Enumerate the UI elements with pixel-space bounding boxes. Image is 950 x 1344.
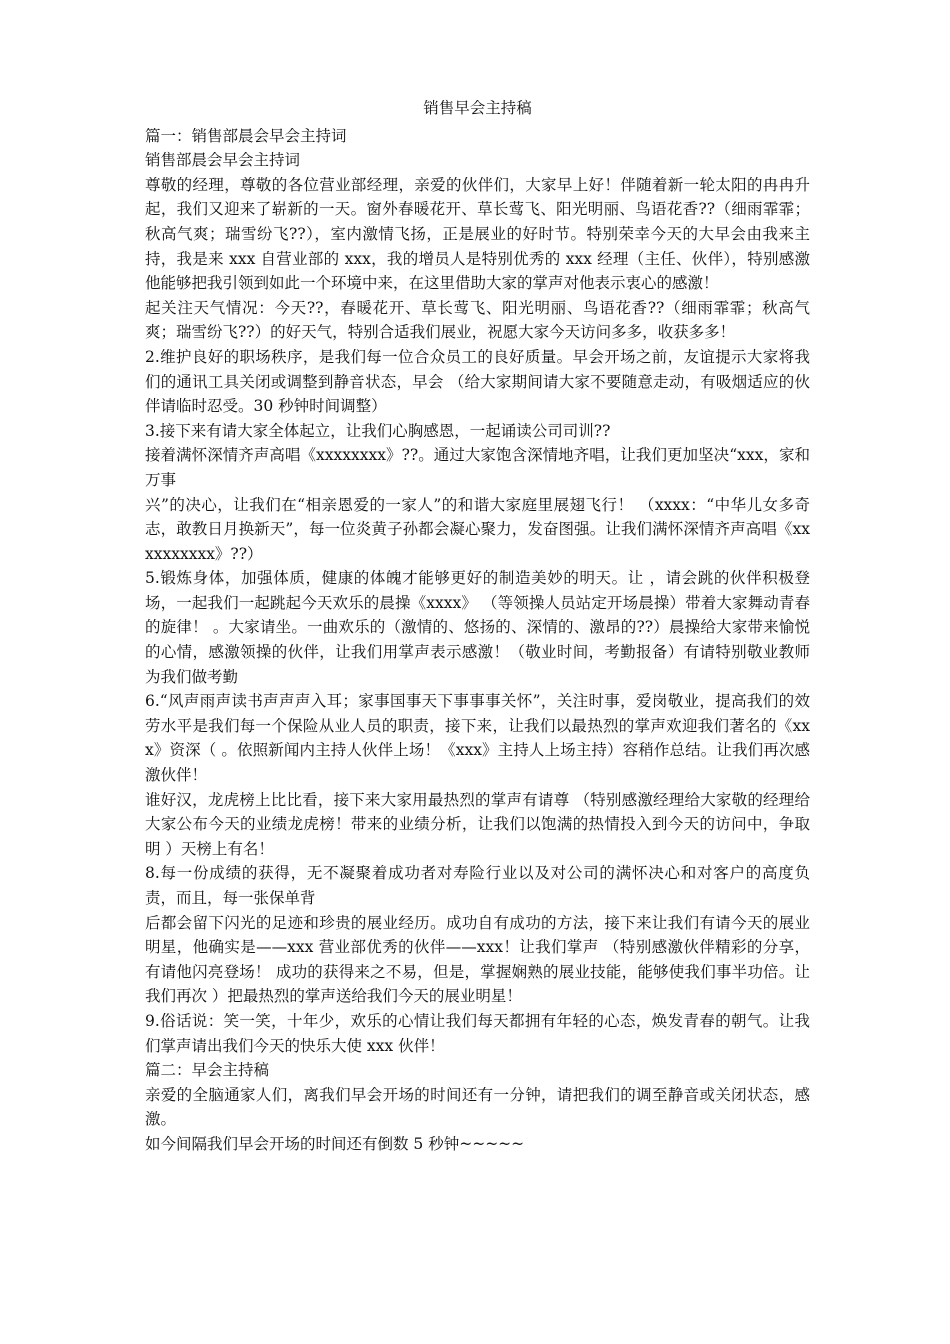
- section-heading-1: 篇一：销售部晨会早会主持词: [145, 126, 347, 145]
- document-page: [145, 96, 810, 1157]
- paragraph-opening: 尊敬的经理，尊敬的各位营业部经理，亲爱的伙伴们，大家早上好！伴随着新一轮太阳的冉冉升起，我们又迎来了崭新的一天。窗外春暖花开、草长莺飞、阳光明丽、鸟语花香??（细雨霏霏；秋高气爽；瑞雪纷飞??），室内激情飞扬，正是展业的好时节。特别荣幸今天的大早会由我来主持，我是来 xxx 自营业部的 xxx，我的增员人是特别优秀的 xxx 经理（主任、伙伴），特别感激他能够把我引领到如此一个环境中来，在这里借助大家的掌声对他表示衷心的感激！: [145, 175, 810, 293]
- paragraph-star: 后都会留下闪光的足迹和珍贵的展业经历。成功自有成功的方法，接下来让我们有请今天的展业明星，他确实是——xxx 营业部优秀的伙伴——xxx！让我们掌声 （特别感激伙伴精彩的分享，有请他闪亮登场！ 成功的获得来之不易，但是，掌握娴熟的展业技能，能够使我们事半功倍。让我们再次 ）把最热烈的掌声送给我们今天的展业明星！: [145, 913, 810, 1006]
- paragraph-item-6: 6.“风声雨声读书声声声入耳；家事国事天下事事事关怀”，关注时事，爱岗敬业，提高我们的效劳水平是我们每一个保险从业人员的职责，接下来，让我们以最热烈的掌声欢迎我们著名的《xxx》资深（ 。依照新闻内主持人伙伴上场！《xxx》主持人上场主持）容稍作总结。让我们再次感激伙伴！: [145, 692, 810, 785]
- paragraph-weather: 起关注天气情况：今天??，春暖花开、草长莺飞、阳光明丽、鸟语花香??（细雨霏霏；秋高气爽；瑞雪纷飞??）的好天气，特别合适我们展业，祝愿大家今天访问多多，收获多多！: [145, 298, 810, 342]
- paragraph-song: 接着满怀深情齐声高唱《xxxxxxxx》??。通过大家饱含深情地齐唱，让我们更加坚决“xxx，家和万事: [145, 446, 810, 489]
- paragraph-ranking: 谁好汉，龙虎榜上比比看，接下来大家用最热烈的掌声有请尊 （特别感激经理给大家敬的经理给大家公布今天的业绩龙虎榜！带来的业绩分析，让我们以饱满的热情投入到今天的访问中，争取明 ）天榜上有名！: [145, 790, 810, 858]
- subheading: 销售部晨会早会主持词: [145, 151, 301, 170]
- paragraph-countdown: 如今间隔我们早会开场的时间还有倒数 5 秒钟~~~~~: [145, 1134, 525, 1153]
- paragraph-item-2: 2.维护良好的职场秩序，是我们每一位合众员工的良好质量。早会开场之前，友谊提示大家将我们的通讯工具关闭或调整到静音状态，早会 （给大家期间请大家不要随意走动，有吸烟适应的伙伴请临时忍受。30 秒钟时间调整）: [145, 347, 810, 416]
- paragraph-intro-2: 亲爱的全脑通家人们，离我们早会开场的时间还有一分钟，请把我们的调至静音或关闭状态，感激。: [145, 1085, 810, 1129]
- paragraph-song-cont: 兴”的决心，让我们在“相亲恩爱的一家人”的和谐大家庭里展翅飞行！ （xxxx：“中华儿女多奇志，敢教日月换新天”，每一位炎黄子孙都会凝心聚力，发奋图强。让我们满怀深情齐声高唱《xxxxxxxxxx》??）: [145, 495, 810, 563]
- document-title: 销售早会主持稿: [423, 99, 532, 117]
- paragraph-item-9: 9.俗话说：笑一笑，十年少，欢乐的心情让我们每天都拥有年轻的心态，焕发青春的朝气。让我们掌声请出我们今天的快乐大使 xxx 伙伴！: [145, 1011, 810, 1055]
- paragraph-item-3: 3.接下来有请大家全体起立，让我们心胸感恩，一起诵读公司司训??: [145, 421, 611, 440]
- paragraph-item-8: 8.每一份成绩的获得，无不凝聚着成功者对寿险行业以及对公司的满怀决心和对客户的高度负责，而且，每一张保单背: [145, 864, 810, 907]
- section-heading-2: 篇二：早会主持稿: [145, 1061, 270, 1080]
- paragraph-item-5: 5.锻炼身体，加强体质，健康的体魄才能够更好的制造美妙的明天。让 ，请会跳的伙伴积极登场，一起我们一起跳起今天欢乐的晨操《xxxx》 （等领操人员站定开场晨操）带着大家舞动青春的旋律！ 。大家请坐。一曲欢乐的（激情的、悠扬的、深情的、激昂的??）晨操给大家带来愉悦的心情，感激领操的伙伴，让我们用掌声表示感激！（敬业时间，考勤报备）有请特别敬业教师为我们做考勤: [145, 569, 810, 686]
